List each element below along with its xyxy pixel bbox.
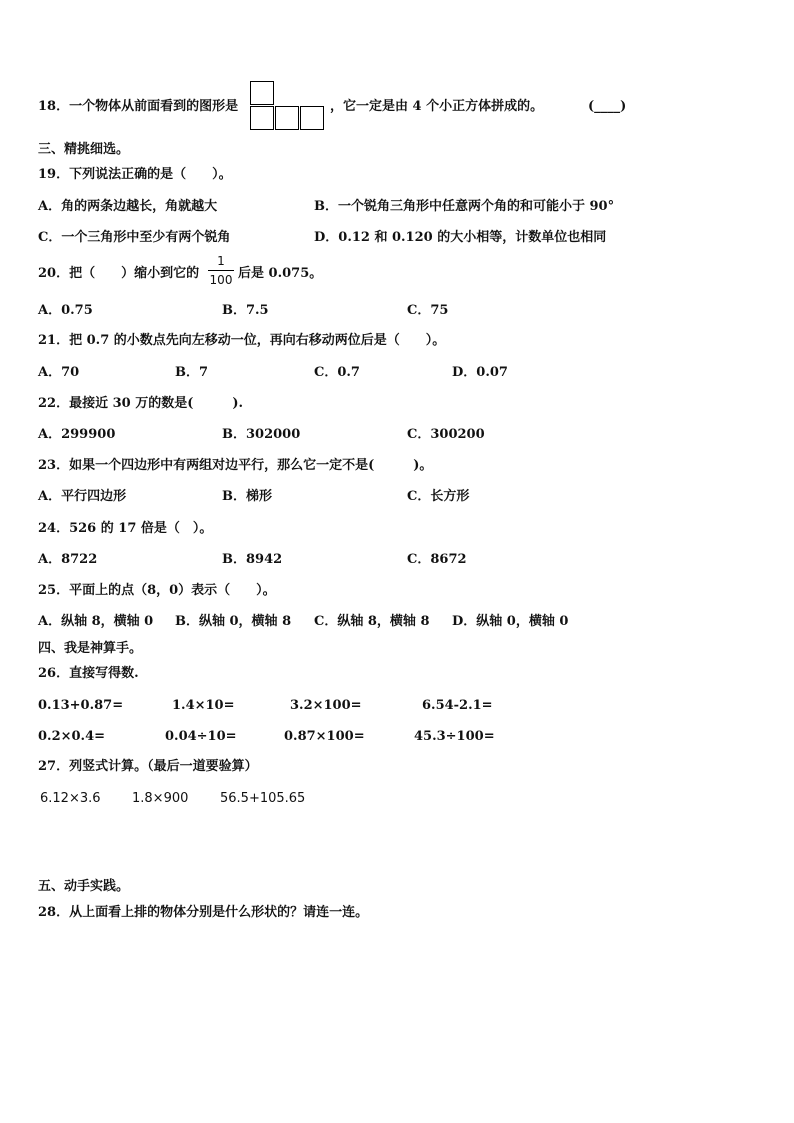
q25-option-a[interactable]: A．纵轴 8，横轴 0 <box>38 614 154 629</box>
q26-item: 0.13+0.87= <box>38 698 124 713</box>
q27-item: 56.5+105.65 <box>220 791 306 806</box>
q27-item: 1.8×900 <box>132 791 189 806</box>
q20-suffix: 后是 0.075。 <box>238 266 323 281</box>
q26-item: 0.2×0.4= <box>38 729 106 744</box>
q27-item: 6.12×3.6 <box>40 791 101 806</box>
question-27: 27．列竖式计算。（最后一道要验算） <box>38 759 258 774</box>
question-28: 28．从上面看上排的物体分别是什么形状的？请连一连。 <box>38 905 369 920</box>
q24-option-c[interactable]: C．8672 <box>407 552 467 567</box>
question-24: 24．526 的 17 倍是（ ）。 <box>38 521 213 536</box>
fraction-numerator: 1 <box>217 254 225 268</box>
question-20 <box>38 265 199 283</box>
q25-option-b[interactable]: B．纵轴 0，横轴 8 <box>175 614 292 629</box>
question-25: 25．平面上的点（8，0）表示（ ）。 <box>38 583 276 598</box>
section-3-heading: 三、精挑细选。 <box>38 142 130 157</box>
section-5-heading: 五、动手实践。 <box>38 879 130 894</box>
q22-option-a[interactable]: A．299900 <box>38 427 116 442</box>
q24-option-b[interactable]: B．8942 <box>222 552 283 567</box>
q26-item: 1.4×10= <box>172 698 235 713</box>
q24-option-a[interactable]: A．8722 <box>38 552 98 567</box>
q20-option-a[interactable]: A．0.75 <box>38 303 93 318</box>
figure-cell <box>250 81 274 105</box>
figure-cell <box>275 106 299 130</box>
q18-answer-blank[interactable]: (____) <box>588 99 627 114</box>
fraction-one-hundredth <box>206 254 236 287</box>
q23-option-c[interactable]: C．长方形 <box>407 489 470 504</box>
q19-option-d[interactable]: D．0.12 和 0.120 的大小相等，计数单位也相同 <box>314 230 607 245</box>
front-view-figure <box>250 81 328 133</box>
figure-cell <box>300 106 324 130</box>
q21-option-d[interactable]: D．0.07 <box>452 365 508 380</box>
figure-cell <box>250 106 274 130</box>
q26-item: 3.2×100= <box>290 698 362 713</box>
q20-option-b[interactable]: B．7.5 <box>222 303 269 318</box>
q21-option-c[interactable]: C．0.7 <box>314 365 360 380</box>
fraction-bar <box>208 270 234 271</box>
question-23: 23．如果一个四边形中有两组对边平行，那么它一定不是( )。 <box>38 458 433 473</box>
q22-option-c[interactable]: C．300200 <box>407 427 485 442</box>
q19-option-c[interactable]: C．一个三角形中至少有两个锐角 <box>38 230 231 245</box>
q26-item: 0.87×100= <box>284 729 365 744</box>
question-18 <box>38 98 238 116</box>
question-19: 19．下列说法正确的是（ ）。 <box>38 167 232 182</box>
q20-option-c[interactable]: C．75 <box>407 303 449 318</box>
q23-option-a[interactable]: A．平行四边形 <box>38 489 127 504</box>
section-4-heading: 四、我是神算手。 <box>38 641 143 656</box>
question-26: 26．直接写得数. <box>38 666 139 681</box>
q26-item: 0.04÷10= <box>165 729 237 744</box>
q18-prefix: 18．一个物体从前面看到的图形是 <box>38 99 239 114</box>
q23-option-b[interactable]: B．梯形 <box>222 489 272 504</box>
q25-option-c[interactable]: C．纵轴 8，横轴 8 <box>314 614 430 629</box>
q25-option-d[interactable]: D．纵轴 0，横轴 0 <box>452 614 569 629</box>
fraction-denominator: 100 <box>209 273 233 287</box>
q22-option-b[interactable]: B．302000 <box>222 427 301 442</box>
question-21: 21．把 0.7 的小数点先向左移动一位，再向右移动两位后是（ ）。 <box>38 333 446 348</box>
q21-option-b[interactable]: B．7 <box>175 365 209 380</box>
q19-option-a[interactable]: A．角的两条边越长，角就越大 <box>38 199 218 214</box>
q21-option-a[interactable]: A．70 <box>38 365 80 380</box>
q19-option-b[interactable]: B．一个锐角三角形中任意两个角的和可能小于 90° <box>314 199 615 214</box>
q26-item: 6.54-2.1= <box>422 698 493 713</box>
question-22: 22．最接近 30 万的数是( ). <box>38 396 244 411</box>
q20-prefix: 20．把（ ）缩小到它的 <box>38 266 200 281</box>
q18-suffix: ，它一定是由 4 个小正方体拼成的。 <box>330 99 544 114</box>
q26-item: 45.3÷100= <box>414 729 495 744</box>
